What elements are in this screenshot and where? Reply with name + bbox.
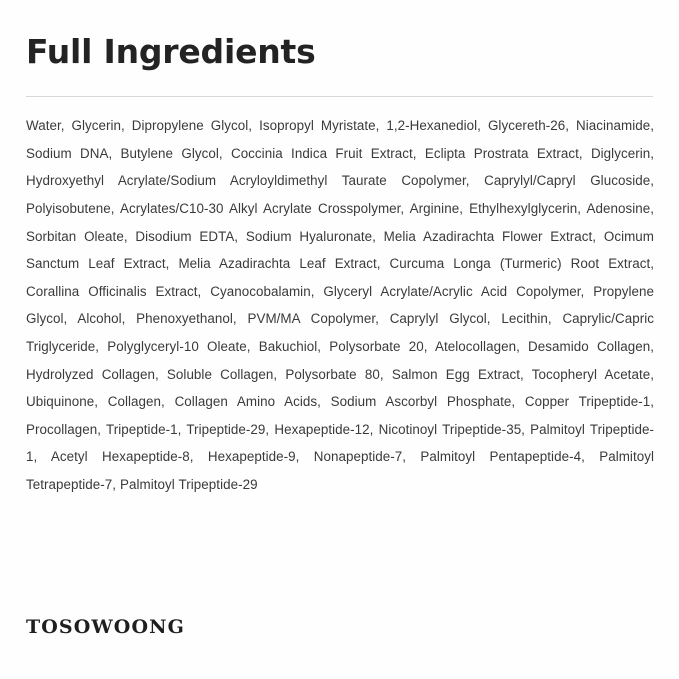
title-divider — [26, 96, 653, 97]
page-title: Full Ingredients — [26, 32, 316, 71]
page-content — [26, 0, 653, 512]
brand-wordmark: TOSOWOONG — [26, 616, 185, 638]
ingredients-list-text: Water, Glycerin, Dipropylene Glycol, Isopropyl Myristate, 1,2-Hexanediol, Glycereth-26, Niacinamide, Sodium DNA, Butylene Glycol, Coccinia Indica Fruit Extract, Eclipta Prostrata Extract, Diglycerin, Hydroxyethyl Acrylate/Sodium Acryloyldimethyl Taurate Copolymer, Caprylyl/Capryl Glucoside, Polyisobutene, Acrylates/C10-30 Alkyl Acrylate Crosspolymer, Arginine, Ethylhexylglycerin, Adenosine, Sorbitan Oleate, Disodium EDTA, Sodium Hyaluronate, Melia Azadirachta Flower Extract, Ocimum Sanctum Leaf Extract, Melia Azadirachta Leaf Extract, Curcuma Longa (Turmeric) Root Extract, Corallina Officinalis Extract, Cyanocobalamin, Glyceryl Acrylate/Acrylic Acid Copolymer, Propylene Glycol, Alcohol, Phenoxyethanol, PVM/MA Copolymer, Caprylyl Glycol, Lecithin, Caprylic/Capric Triglyceride, Polyglyceryl-10 Oleate, Bakuchiol, Polysorbate 20, Atelocollagen, Desamido Collagen, Hydrolyzed Collagen, Soluble Collagen, Polysorbate 80, Salmon Egg Extract, Tocopheryl Acetate, Ubiquinone, Collagen, Collagen Amino Acids, Sodium Ascorbyl Phosphate, Copper Tripeptide-1, Procollagen, Tripeptide-1, Tripeptide-29, Hexapeptide-12, Nicotinoyl Tripeptide-35, Palmitoyl Tripeptide-1, Acetyl Hexapeptide-8, Hexapeptide-9, Nonapeptide-7, Palmitoyl Pentapeptide-4, Palmitoyl Tetrapeptide-7, Palmitoyl Tripeptide-29 — [26, 118, 654, 493]
